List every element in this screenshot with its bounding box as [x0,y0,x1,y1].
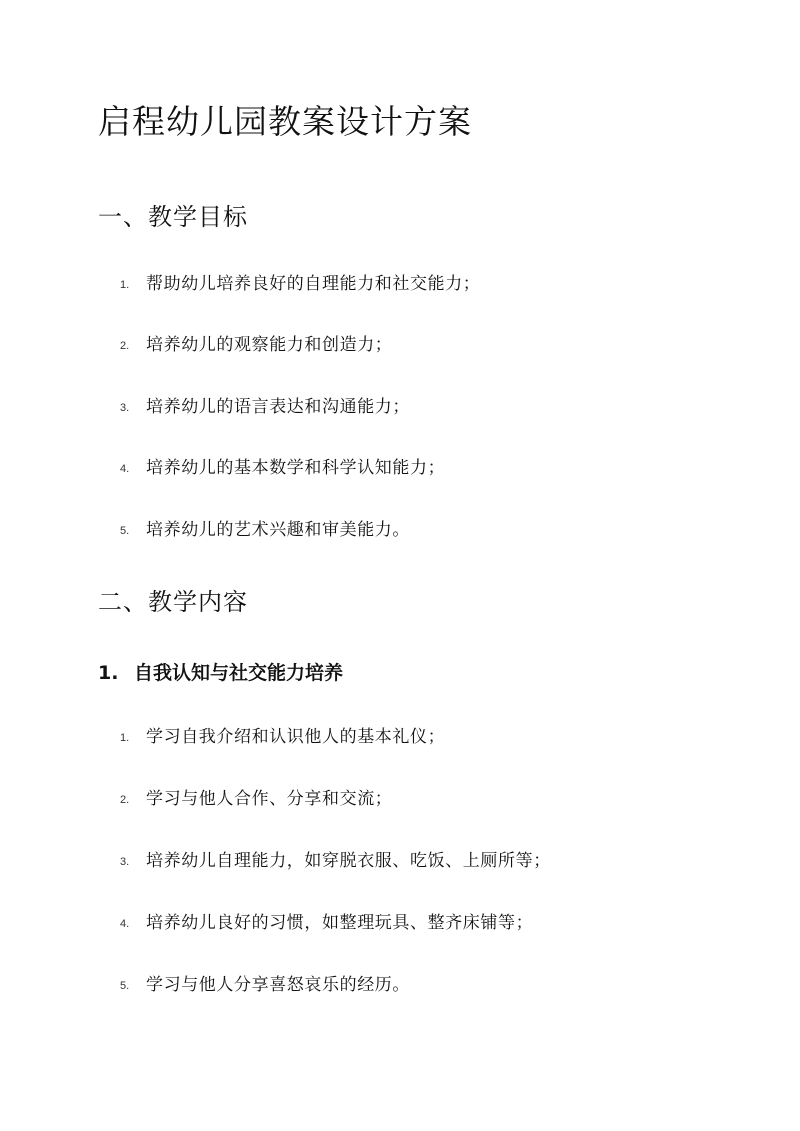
list-item-text: 培养幼儿的艺术兴趣和审美能力。 [146,520,410,540]
list-item-text: 培养幼儿自理能力，如穿脱衣服、吃饭、上厕所等； [146,851,551,871]
list-item-number: 1. [120,279,130,291]
list-item-text: 帮助幼儿培养良好的自理能力和社交能力； [146,274,481,294]
subsection-heading [98,658,343,685]
list-item-number: 1. [120,732,130,744]
section-heading-teaching-content: 二、教学内容 [98,588,248,616]
list-item-text: 学习自我介绍和认识他人的基本礼仪； [146,727,446,747]
subsection-number: 1. [98,662,119,684]
document-title: 启程幼儿园教案设计方案 [98,102,472,141]
list-item-number: 5. [120,525,130,537]
list-item-number: 3. [120,402,130,414]
list-item-text: 培养幼儿的观察能力和创造力； [146,335,393,355]
list-item-number: 4. [120,463,130,475]
list-item-number: 2. [120,794,130,806]
list-item-text: 学习与他人合作、分享和交流； [146,789,393,809]
list-item-text: 培养幼儿良好的习惯，如整理玩具、整齐床铺等； [146,913,534,933]
list-item-number: 4. [120,918,130,930]
list-item-text: 培养幼儿的语言表达和沟通能力； [146,397,410,417]
list-item-number: 3. [120,856,130,868]
subsection-title: 自我认知与社交能力培养 [134,662,344,684]
list-item-number: 2. [120,340,130,352]
list-item-number: 5. [120,980,130,992]
list-item-text: 培养幼儿的基本数学和科学认知能力； [146,458,446,478]
section-heading-teaching-goals: 一、教学目标 [98,203,248,231]
list-item-text: 学习与他人分享喜怒哀乐的经历。 [146,975,410,995]
